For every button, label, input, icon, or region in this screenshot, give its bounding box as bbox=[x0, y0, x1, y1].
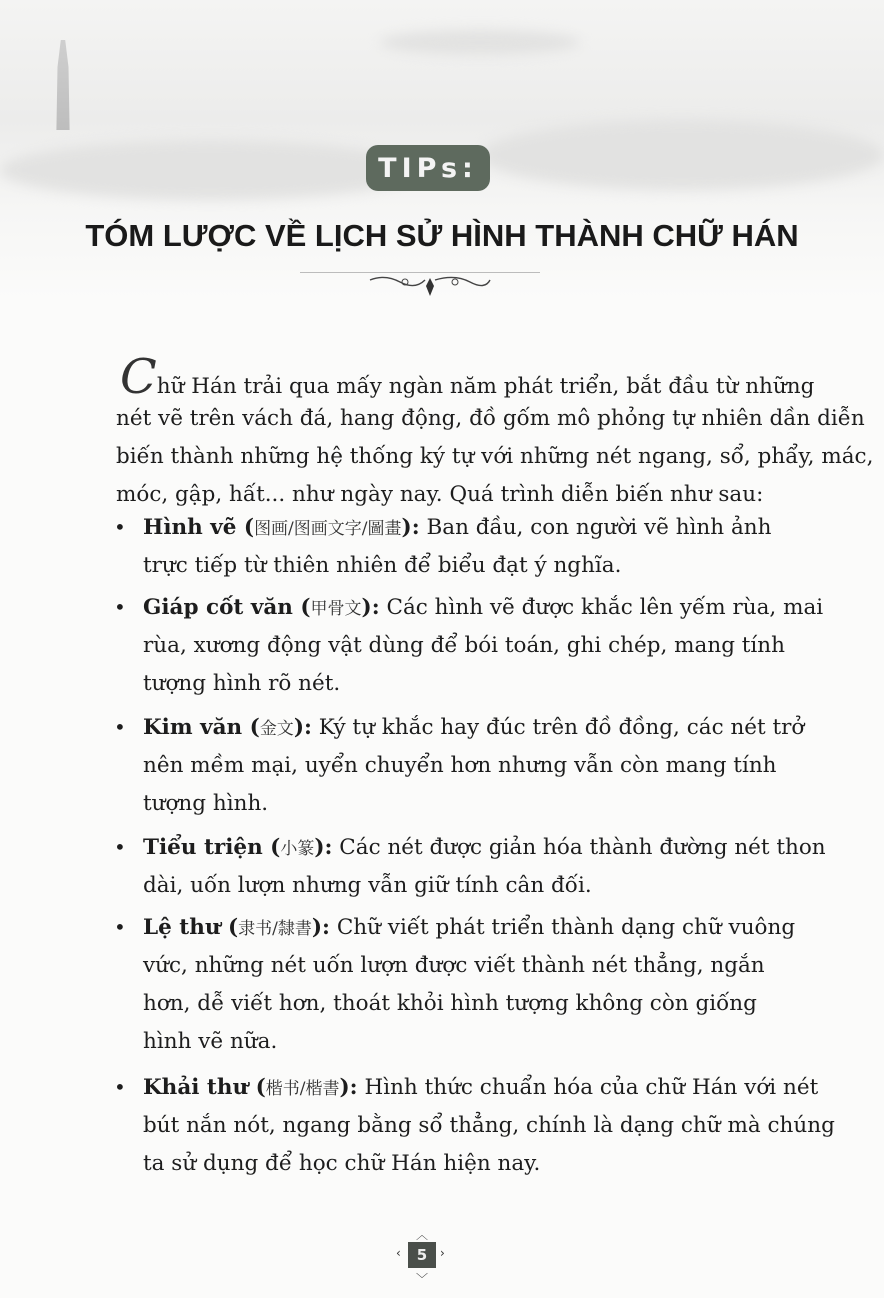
bullet-icon: • bbox=[114, 835, 126, 859]
list-item bbox=[143, 509, 771, 585]
list-item bbox=[143, 909, 795, 1061]
text-line: móc, gập, hất... như ngày nay. Quá trình diễn biến như sau: bbox=[116, 482, 764, 507]
chinese-characters: 金文 bbox=[259, 719, 294, 739]
list-item bbox=[143, 589, 823, 703]
chevron-right-icon: › bbox=[440, 1246, 445, 1260]
text-line: ta sử dụng để học chữ Hán hiện nay. bbox=[143, 1151, 541, 1176]
term-close: ): bbox=[314, 835, 333, 860]
text-line: hơn, dễ viết hơn, thoát khỏi hình tượng không còn giống bbox=[143, 991, 757, 1016]
bullet-icon: • bbox=[114, 1075, 126, 1099]
page-title: TÓM LƯỢC VỀ LỊCH SỬ HÌNH THÀNH CHỮ HÁN bbox=[85, 218, 799, 253]
term-close: ): bbox=[361, 595, 380, 620]
bullet-icon: • bbox=[114, 915, 126, 939]
chinese-characters: 甲骨文 bbox=[310, 599, 362, 619]
text-line: Hình thức chuẩn hóa của chữ Hán với nét bbox=[357, 1075, 819, 1100]
chinese-characters: 楷书/楷書 bbox=[265, 1079, 340, 1099]
text-line: tượng hình. bbox=[143, 791, 269, 816]
tips-badge: TIPs: bbox=[366, 145, 490, 191]
chinese-characters: 图画/图画文字/圖畫 bbox=[254, 519, 402, 539]
text-line: vức, những nét uốn lượn được viết thành nét thẳng, ngắn bbox=[143, 953, 765, 978]
ornament-icon bbox=[365, 272, 495, 298]
chinese-characters: 隶书/隸書 bbox=[238, 919, 312, 939]
term-label: Hình vẽ ( bbox=[143, 515, 255, 540]
text-line: biến thành những hệ thống ký tự với những nét ngang, sổ, phẩy, mác, bbox=[116, 444, 874, 469]
list-item bbox=[143, 829, 826, 905]
term-label: Giáp cốt văn ( bbox=[143, 595, 311, 620]
list-item bbox=[143, 709, 804, 823]
text-line: Ký tự khắc hay đúc trên đồ đồng, các nét trở bbox=[311, 715, 805, 740]
bullet-icon: • bbox=[114, 515, 126, 539]
text-line: hình vẽ nữa. bbox=[143, 1029, 278, 1054]
chevron-down-icon: ﹀ bbox=[416, 1272, 429, 1286]
text-line: hữ Hán trải qua mấy ngàn năm phát triển, bắt đầu từ những bbox=[156, 374, 815, 399]
text-line: tượng hình rõ nét. bbox=[143, 671, 341, 696]
bullet-icon: • bbox=[114, 595, 126, 619]
text-line: Các hình vẽ được khắc lên yếm rùa, mai bbox=[379, 595, 824, 620]
page-number: 5 bbox=[408, 1242, 436, 1268]
term-label: Kim văn ( bbox=[143, 715, 260, 740]
text-line: Chữ viết phát triển thành dạng chữ vuông bbox=[329, 915, 796, 940]
term-label: Khải thư ( bbox=[143, 1075, 266, 1100]
text-line: Các nét được giản hóa thành đường nét thon bbox=[332, 835, 826, 860]
term-label: Lệ thư ( bbox=[143, 915, 239, 940]
term-close: ): bbox=[311, 915, 330, 940]
text-line: nét vẽ trên vách đá, hang động, đồ gốm mô phỏng tự nhiên dần diễn bbox=[116, 406, 865, 431]
term-close: ): bbox=[293, 715, 312, 740]
text-line: nên mềm mại, uyển chuyển hơn nhưng vẫn còn mang tính bbox=[143, 753, 777, 778]
term-label: Tiểu triện ( bbox=[143, 835, 281, 860]
text-line: bút nắn nót, ngang bằng sổ thẳng, chính là dạng chữ mà chúng bbox=[143, 1113, 835, 1138]
chinese-characters: 小篆 bbox=[280, 839, 315, 859]
text-line: dài, uốn lượn nhưng vẫn giữ tính cân đối. bbox=[143, 873, 592, 898]
intro-paragraph bbox=[116, 349, 874, 514]
text-line: rùa, xương động vật dùng để bói toán, ghi chép, mang tính bbox=[143, 633, 785, 658]
pagoda-illustration bbox=[52, 40, 74, 130]
bullet-icon: • bbox=[114, 715, 126, 739]
text-line: trực tiếp từ thiên nhiên để biểu đạt ý nghĩa. bbox=[143, 553, 622, 578]
drop-cap: C bbox=[120, 349, 157, 405]
chevron-up-icon: ︿ bbox=[416, 1228, 429, 1242]
chevron-left-icon: ‹ bbox=[396, 1246, 401, 1260]
term-close: ): bbox=[401, 515, 420, 540]
list-item bbox=[143, 1069, 835, 1183]
term-close: ): bbox=[339, 1075, 358, 1100]
text-line: Ban đầu, con người vẽ hình ảnh bbox=[419, 515, 772, 540]
